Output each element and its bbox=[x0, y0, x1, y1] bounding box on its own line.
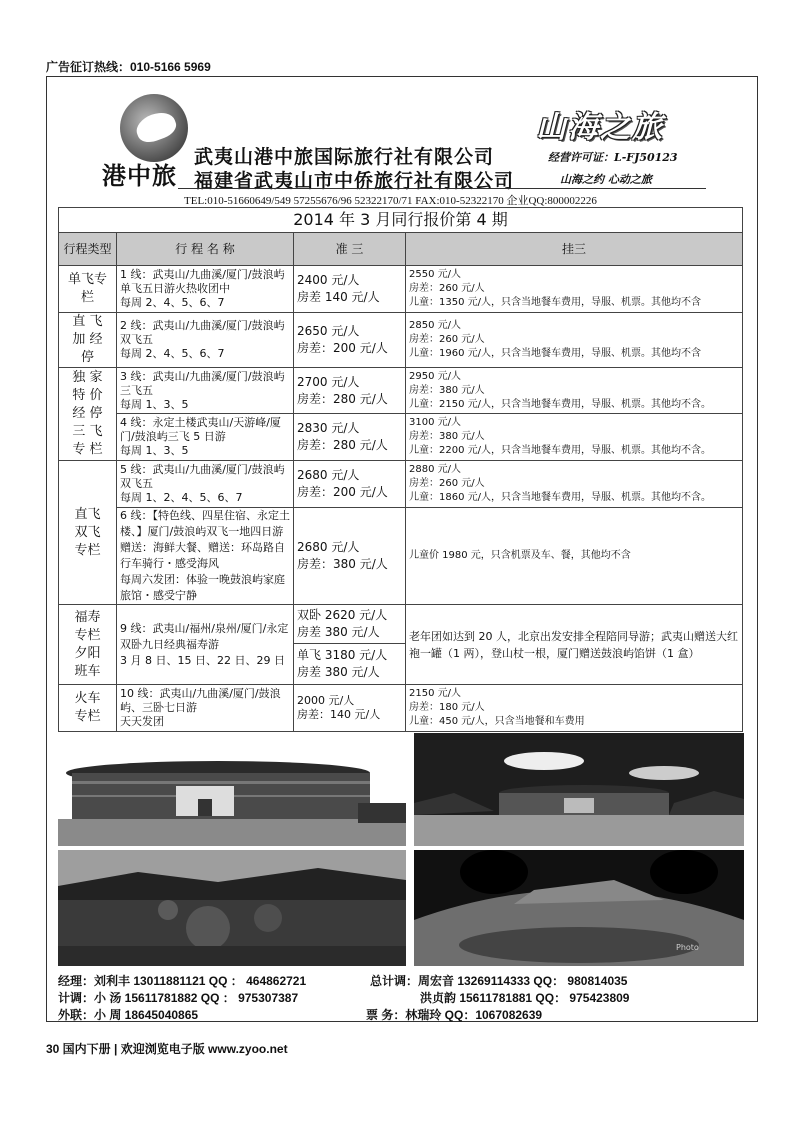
photo-tulou-2 bbox=[414, 733, 744, 846]
staff-manager: 经理：刘利丰 13011881121 QQ ： 464862721 bbox=[58, 974, 307, 988]
header bbox=[58, 84, 748, 206]
col-header-route: 行 程 名 称 bbox=[117, 233, 294, 266]
logo-text: 港中旅 bbox=[102, 162, 177, 190]
route-name: 5 线：武夷山/九曲溪/厦门/鼓浪屿双飞五 每周 1、2、4、5、6、7 bbox=[117, 461, 294, 508]
table-row bbox=[59, 368, 743, 414]
logo-icon bbox=[120, 94, 188, 162]
row-category: 直飞 双飞 专栏 bbox=[59, 461, 117, 605]
staff-outreach: 外联：小 周 18645040865 bbox=[58, 1008, 199, 1022]
table-row bbox=[59, 414, 743, 461]
license-number: 经营许可证：L-FJ50123 bbox=[548, 151, 678, 164]
price-gua3: 老年团如达到 20 人，北京出发安排全程陪同导游；武夷山赠送大红袍一罐（1 两），登山杖一根，厦门赠送鼓浪屿馅饼（1 盒） bbox=[406, 605, 743, 685]
staff-ticketing: 票 务：林瑞玲 QQ：1067082639 bbox=[366, 1008, 543, 1022]
row-category: 福寿 专栏 夕阳 班车 bbox=[59, 605, 117, 685]
price-zhun3: 2000 元/人 房差：140 元/人 bbox=[294, 685, 406, 732]
table-row bbox=[59, 461, 743, 508]
price-gua3: 3100 元/人 房差：380 元/人 儿童：2200 元/人，只含当地餐车费用，导服、机票。其他均不含。 bbox=[406, 414, 743, 461]
page-footer: 30 国内下册 | 欢迎浏览电子版 www.zyoo.net bbox=[46, 1042, 288, 1056]
photo-watermark: Photo bbox=[676, 943, 699, 952]
contact-line: TEL:010-51660649/549 57255676/96 52322170/71 FAX:010-52322170 企业QQ:800002226 bbox=[184, 195, 597, 207]
price-zhun3: 2680 元/人 房差：380 元/人 bbox=[294, 508, 406, 605]
price-gua3: 2880 元/人 房差：260 元/人 儿童：1860 元/人，只含当地餐车费用，导服、机票。其他均不含。 bbox=[406, 461, 743, 508]
staff-planner: 计调：小 汤 15611781882 QQ ： 975307387 bbox=[58, 991, 299, 1005]
route-name: 4 线：永定土楼武夷山/天游峰/厦门/鼓浪屿三飞 5 日游 每周 1、3、5 bbox=[117, 414, 294, 461]
table-title: 2014 年 3 月同行报价第 4 期 bbox=[59, 208, 743, 233]
staff-chief-planner: 总计调：周宏音 13269114333 QQ： 980814035 bbox=[370, 974, 628, 988]
table-row bbox=[59, 685, 743, 732]
row-category: 独 家 特 价 经 停 三 飞 专 栏 bbox=[59, 368, 117, 461]
price-zhun3: 2700 元/人 房差：280 元/人 bbox=[294, 368, 406, 414]
price-gua3: 2850 元/人 房差：260 元/人 儿童：1960 元/人，只含当地餐车费用，导服、机票。其他均不含 bbox=[406, 313, 743, 368]
price-zhun3: 2650 元/人 房差：200 元/人 bbox=[294, 313, 406, 368]
table-row bbox=[59, 313, 743, 368]
company-name-1: 武夷山港中旅国际旅行社有限公司 bbox=[194, 146, 495, 168]
staff-planner-2: 洪贞韵 15611781881 QQ： 975423809 bbox=[420, 991, 630, 1005]
photo-tulou-inside bbox=[414, 850, 744, 966]
price-zhun3-a: 双卧 2620 元/人 房差 380 元/人 bbox=[294, 605, 406, 644]
price-gua3: 2550 元/人 房差：260 元/人 儿童：1350 元/人，只含当地餐车费用，导服、机票。其他均不含 bbox=[406, 266, 743, 313]
col-header-type: 行程类型 bbox=[59, 233, 117, 266]
divider bbox=[178, 188, 706, 189]
price-gua3: 2950 元/人 房差：380 元/人 儿童：2150 元/人，只含当地餐车费用，导服、机票。其他均不含。 bbox=[406, 368, 743, 414]
route-name: 3 线：武夷山/九曲溪/厦门/鼓浪屿三飞五 每周 1、3、5 bbox=[117, 368, 294, 414]
company-name-2: 福建省武夷山市中侨旅行社有限公司 bbox=[194, 170, 515, 192]
price-zhun3: 2680 元/人 房差：200 元/人 bbox=[294, 461, 406, 508]
price-zhun3: 2400 元/人 房差 140 元/人 bbox=[294, 266, 406, 313]
slogan: 山海之约 心动之旅 bbox=[560, 173, 652, 186]
table-row bbox=[59, 508, 743, 605]
col-header-zhun3: 准 三 bbox=[294, 233, 406, 266]
row-category: 单飞专栏 bbox=[59, 266, 117, 313]
photo-collage bbox=[58, 733, 742, 966]
photo-village bbox=[58, 850, 406, 966]
photo-tulou-1 bbox=[58, 733, 406, 846]
table-row bbox=[59, 266, 743, 313]
price-zhun3-b: 单飞 3180 元/人 房差 380 元/人 bbox=[294, 644, 406, 685]
ad-hotline: 广告征订热线：010-5166 5969 bbox=[46, 60, 211, 74]
table-row bbox=[59, 605, 743, 644]
price-zhun3: 2830 元/人 房差：280 元/人 bbox=[294, 414, 406, 461]
route-name: 10 线：武夷山/九曲溪/厦门/鼓浪屿、三卧七日游 天天发团 bbox=[117, 685, 294, 732]
row-category: 火车 专栏 bbox=[59, 685, 117, 732]
route-name: 1 线：武夷山/九曲溪/厦门/鼓浪屿单飞五日游火热收团中 每周 2、4、5、6、7 bbox=[117, 266, 294, 313]
row-category: 直 飞 加 经 停 bbox=[59, 313, 117, 368]
route-name: 2 线：武夷山/九曲溪/厦门/鼓浪屿双飞五 每周 2、4、5、6、7 bbox=[117, 313, 294, 368]
route-name: 6 线：【特色线、四星住宿、永定土楼、】厦门/鼓浪屿双飞一地四日游赠送：海鲜大餐、赠送：环岛路自行车骑行・感受海风 每周六发团：体验一晚鼓浪屿家庭旅馆・感受宁静 bbox=[117, 508, 294, 605]
price-gua3: 儿童价 1980 元，只含机票及车、餐，其他均不含 bbox=[406, 508, 743, 605]
col-header-gua3: 挂三 bbox=[406, 233, 743, 266]
brand-logo: 山海之旅 bbox=[536, 110, 664, 145]
route-name: 9 线：武夷山/福州/泉州/厦门/永定双卧九日经典福寿游 3 月 8 日、15 日、22 日、29 日 bbox=[117, 605, 294, 685]
price-gua3: 2150 元/人 房差：180 元/人 儿童：450 元/人，只含当地餐和车费用 bbox=[406, 685, 743, 732]
price-table bbox=[58, 207, 743, 732]
